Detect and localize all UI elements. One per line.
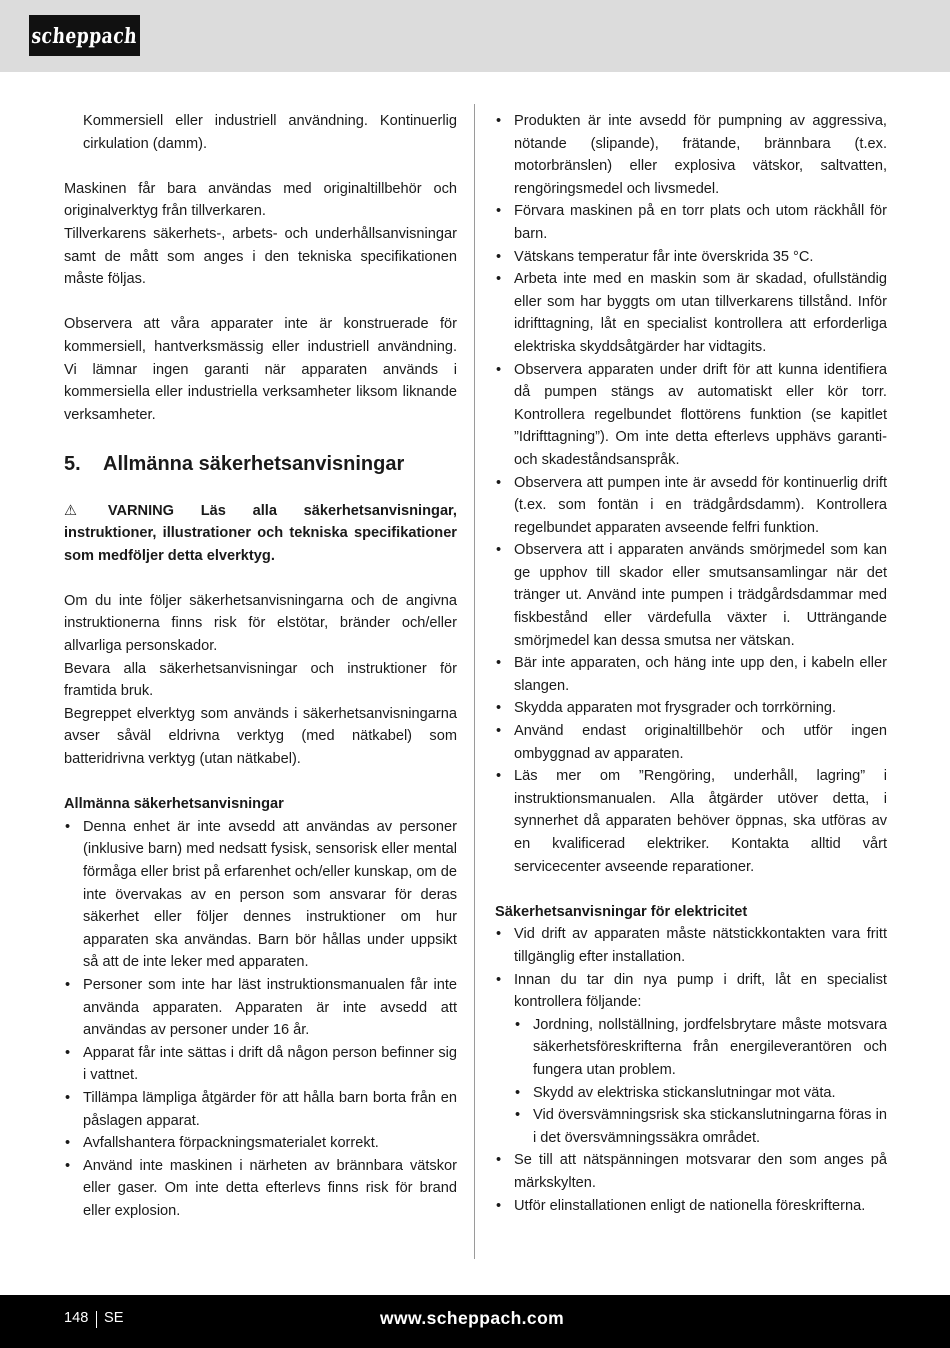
list-item: • Apparat får inte sättas i drift då någon person befinner sig i vattnet. — [64, 1042, 457, 1087]
list-item: • Observera att pumpen inte är avsedd för kontinuerlig drift (t.ex. som fontän i en trädgårdsdamm). Kontrollera regelbundet apparaten avseende felfri funktion. — [495, 472, 887, 540]
electrical-safety-subheading: Säkerhetsanvisningar för elektricitet — [495, 903, 748, 920]
list-item: • Tillämpa lämpliga åtgärder för att hålla barn borta från en påslagen apparat. — [64, 1087, 457, 1132]
right-column — [495, 110, 887, 1217]
list-item: • Skydda apparaten mot frysgrader och torrkörning. — [495, 697, 887, 720]
sub-list-item: • Skydd av elektriska stickanslutningar mot väta. — [495, 1082, 887, 1105]
list-item: • Vid drift av apparaten måste nätstickkontakten vara fritt tillgänglig efter installation. — [495, 923, 887, 968]
paragraph-manufacturer-instructions: Tillverkarens säkerhets-, arbets- och underhållsanvisningar samt de mått som anges i den tekniska specifikationen måste följas. — [64, 225, 457, 288]
warning-triangle-icon: ⚠ — [64, 502, 78, 519]
page-footer — [0, 1295, 950, 1348]
electrical-check-sublist — [495, 1014, 887, 1150]
list-item: • Observera att i apparaten används smörjmedel som kan ge upphov till skador eller smutsansamlingar när det tränger ut. Använd inte pumpen i trädgårdsdammar med fiskbestånd eller värdefulla växter i. Utträngande smörjmedel kan dessa smutsa ner vätskan. — [495, 539, 887, 652]
list-item: • Använd endast originaltillbehör och utför ingen ombyggnad av apparaten. — [495, 720, 887, 765]
website-link[interactable]: www.scheppach.com — [380, 1308, 565, 1328]
list-item: • Arbeta inte med en maskin som är skadad, ofullständig eller som har byggts om utan tillverkarens tillstånd. Inför idrifttagning, låt en specialist kontrollera att erforderliga elektriska skyddsåtgärder har vidtagits. — [495, 268, 887, 358]
warning-block — [64, 500, 457, 568]
section-heading — [64, 451, 457, 477]
list-item: • Observera apparaten under drift för att kunna identifiera då pumpen stängs av automatiskt eller kör torr. Kontrollera regelbundet flottörens funktion (se kapitlet ”Idrifttagning”). Om inte detta efterlevs upphävs garanti- och skadeståndsanspråk. — [495, 359, 887, 472]
section-title: Allmänna säkerhetsanvisningar — [103, 452, 405, 475]
list-item: • Se till att nätspänningen motsvarar den som anges på märkskylten. — [495, 1149, 887, 1194]
general-safety-list — [64, 816, 457, 1223]
list-item: • Produkten är inte avsedd för pumpning av aggressiva, nötande (slipande), frätande, brännbara (t.ex. motorbränslen) eller explosiva vätskor, saltvatten, rengöringsmedel och livsmedel. — [495, 110, 887, 200]
list-item: • Använd inte maskinen i närheten av brännbara vätskor eller gaser. Om inte detta efterlevs finns risk för brand eller explosion. — [64, 1155, 457, 1223]
list-item: • Läs mer om ”Rengöring, underhåll, lagring” i instruktionsmanualen. Alla åtgärder utöver detta, i synnerhet då apparaten behöver öppnas, ska utföras av en kvalificerad elektriker. Kontakta alltid vårt servicecenter avseende reparationer. — [495, 765, 887, 878]
intro-paragraph: Kommersiell eller industriell användning. Kontinuerlig cirkulation (damm). — [83, 113, 457, 152]
sub-list-item: • Jordning, nollställning, jordfelsbrytare måste motsvara säkerhetsföreskrifterna från energileverantören och fungera utan problem. — [495, 1014, 887, 1082]
electrical-safety-list — [495, 923, 887, 1013]
list-item — [495, 969, 887, 1014]
list-item-text: Innan du tar din nya pump i drift, låt en specialist kontrollera följande: — [514, 971, 887, 1011]
left-column — [64, 110, 457, 1223]
paragraph-original-accessories: Maskinen får bara användas med originaltillbehör och originalverktyg från tillverkaren. — [64, 180, 457, 220]
paragraph-keep-instructions: Bevara alla säkerhetsanvisningar och instruktioner för framtida bruk. — [64, 660, 457, 700]
list-item: • Avfallshantera förpackningsmaterialet korrekt. — [64, 1132, 457, 1155]
list-item: • Vätskans temperatur får inte överskrida 35 °C. — [495, 246, 887, 269]
logo-text: scheppach — [30, 23, 139, 48]
warning-text: VARNING Läs alla säkerhetsanvisningar, instruktioner, illustrationer och tekniska specifikationer som medföljer detta elverktyg. — [64, 502, 457, 564]
scheppach-logo — [29, 15, 140, 56]
sub-list-item: • Vid översvämningsrisk ska stickanslutningarna föras in i det översvämningssäkra området. — [495, 1104, 887, 1149]
footer-separator — [96, 1311, 97, 1328]
electrical-safety-list-continued — [495, 1149, 887, 1217]
page-header — [0, 0, 950, 72]
list-item: • Personer som inte har läst instruktionsmanualen får inte använda apparaten. Apparaten är inte avsedd att användas av personer under 16 år. — [64, 974, 457, 1042]
section-number: 5. — [64, 452, 81, 475]
paragraph-power-tool-definition: Begreppet elverktyg som används i säkerhetsanvisningarna avser såväl eldrivna verktyg (med nätkabel) som batteridrivna verktyg (utan nätkabel). — [64, 705, 457, 768]
paragraph-commercial-use: Observera att våra apparater inte är konstruerade för kommersiell, hantverksmässig eller industriell användning. Vi lämnar ingen garanti när apparaten används i kommersiella eller industriella verksamheter liksom liknande verksamheter. — [64, 316, 457, 423]
language-code: SE — [104, 1310, 124, 1326]
list-item: • Bär inte apparaten, och häng inte upp den, i kabeln eller slangen. — [495, 652, 887, 697]
list-item: • Förvara maskinen på en torr plats och utom räckhåll för barn. — [495, 200, 887, 245]
paragraph-risk: Om du inte följer säkerhetsanvisningarna och de angivna instruktionerna finns risk för elstötar, bränder och/eller allvarliga personskador. — [64, 592, 457, 655]
list-item: • Utför elinstallationen enligt de nationella föreskrifterna. — [495, 1195, 887, 1218]
column-divider — [474, 104, 475, 1259]
page-number: 148 — [64, 1310, 89, 1326]
pump-safety-list — [495, 110, 887, 878]
general-safety-subheading: Allmänna säkerhetsanvisningar — [64, 796, 284, 813]
list-item: • Denna enhet är inte avsedd att användas av personer (inklusive barn) med nedsatt fysisk, sensorisk eller mental förmåga eller brist på erfarenhet och/eller kunskap, om de inte övervakas av en person som ansvarar för deras säkerhet eller följer dennes instruktioner om hur apparaten ska användas. Barn bör hållas under uppsikt så att de inte leker med apparaten. — [64, 816, 457, 974]
